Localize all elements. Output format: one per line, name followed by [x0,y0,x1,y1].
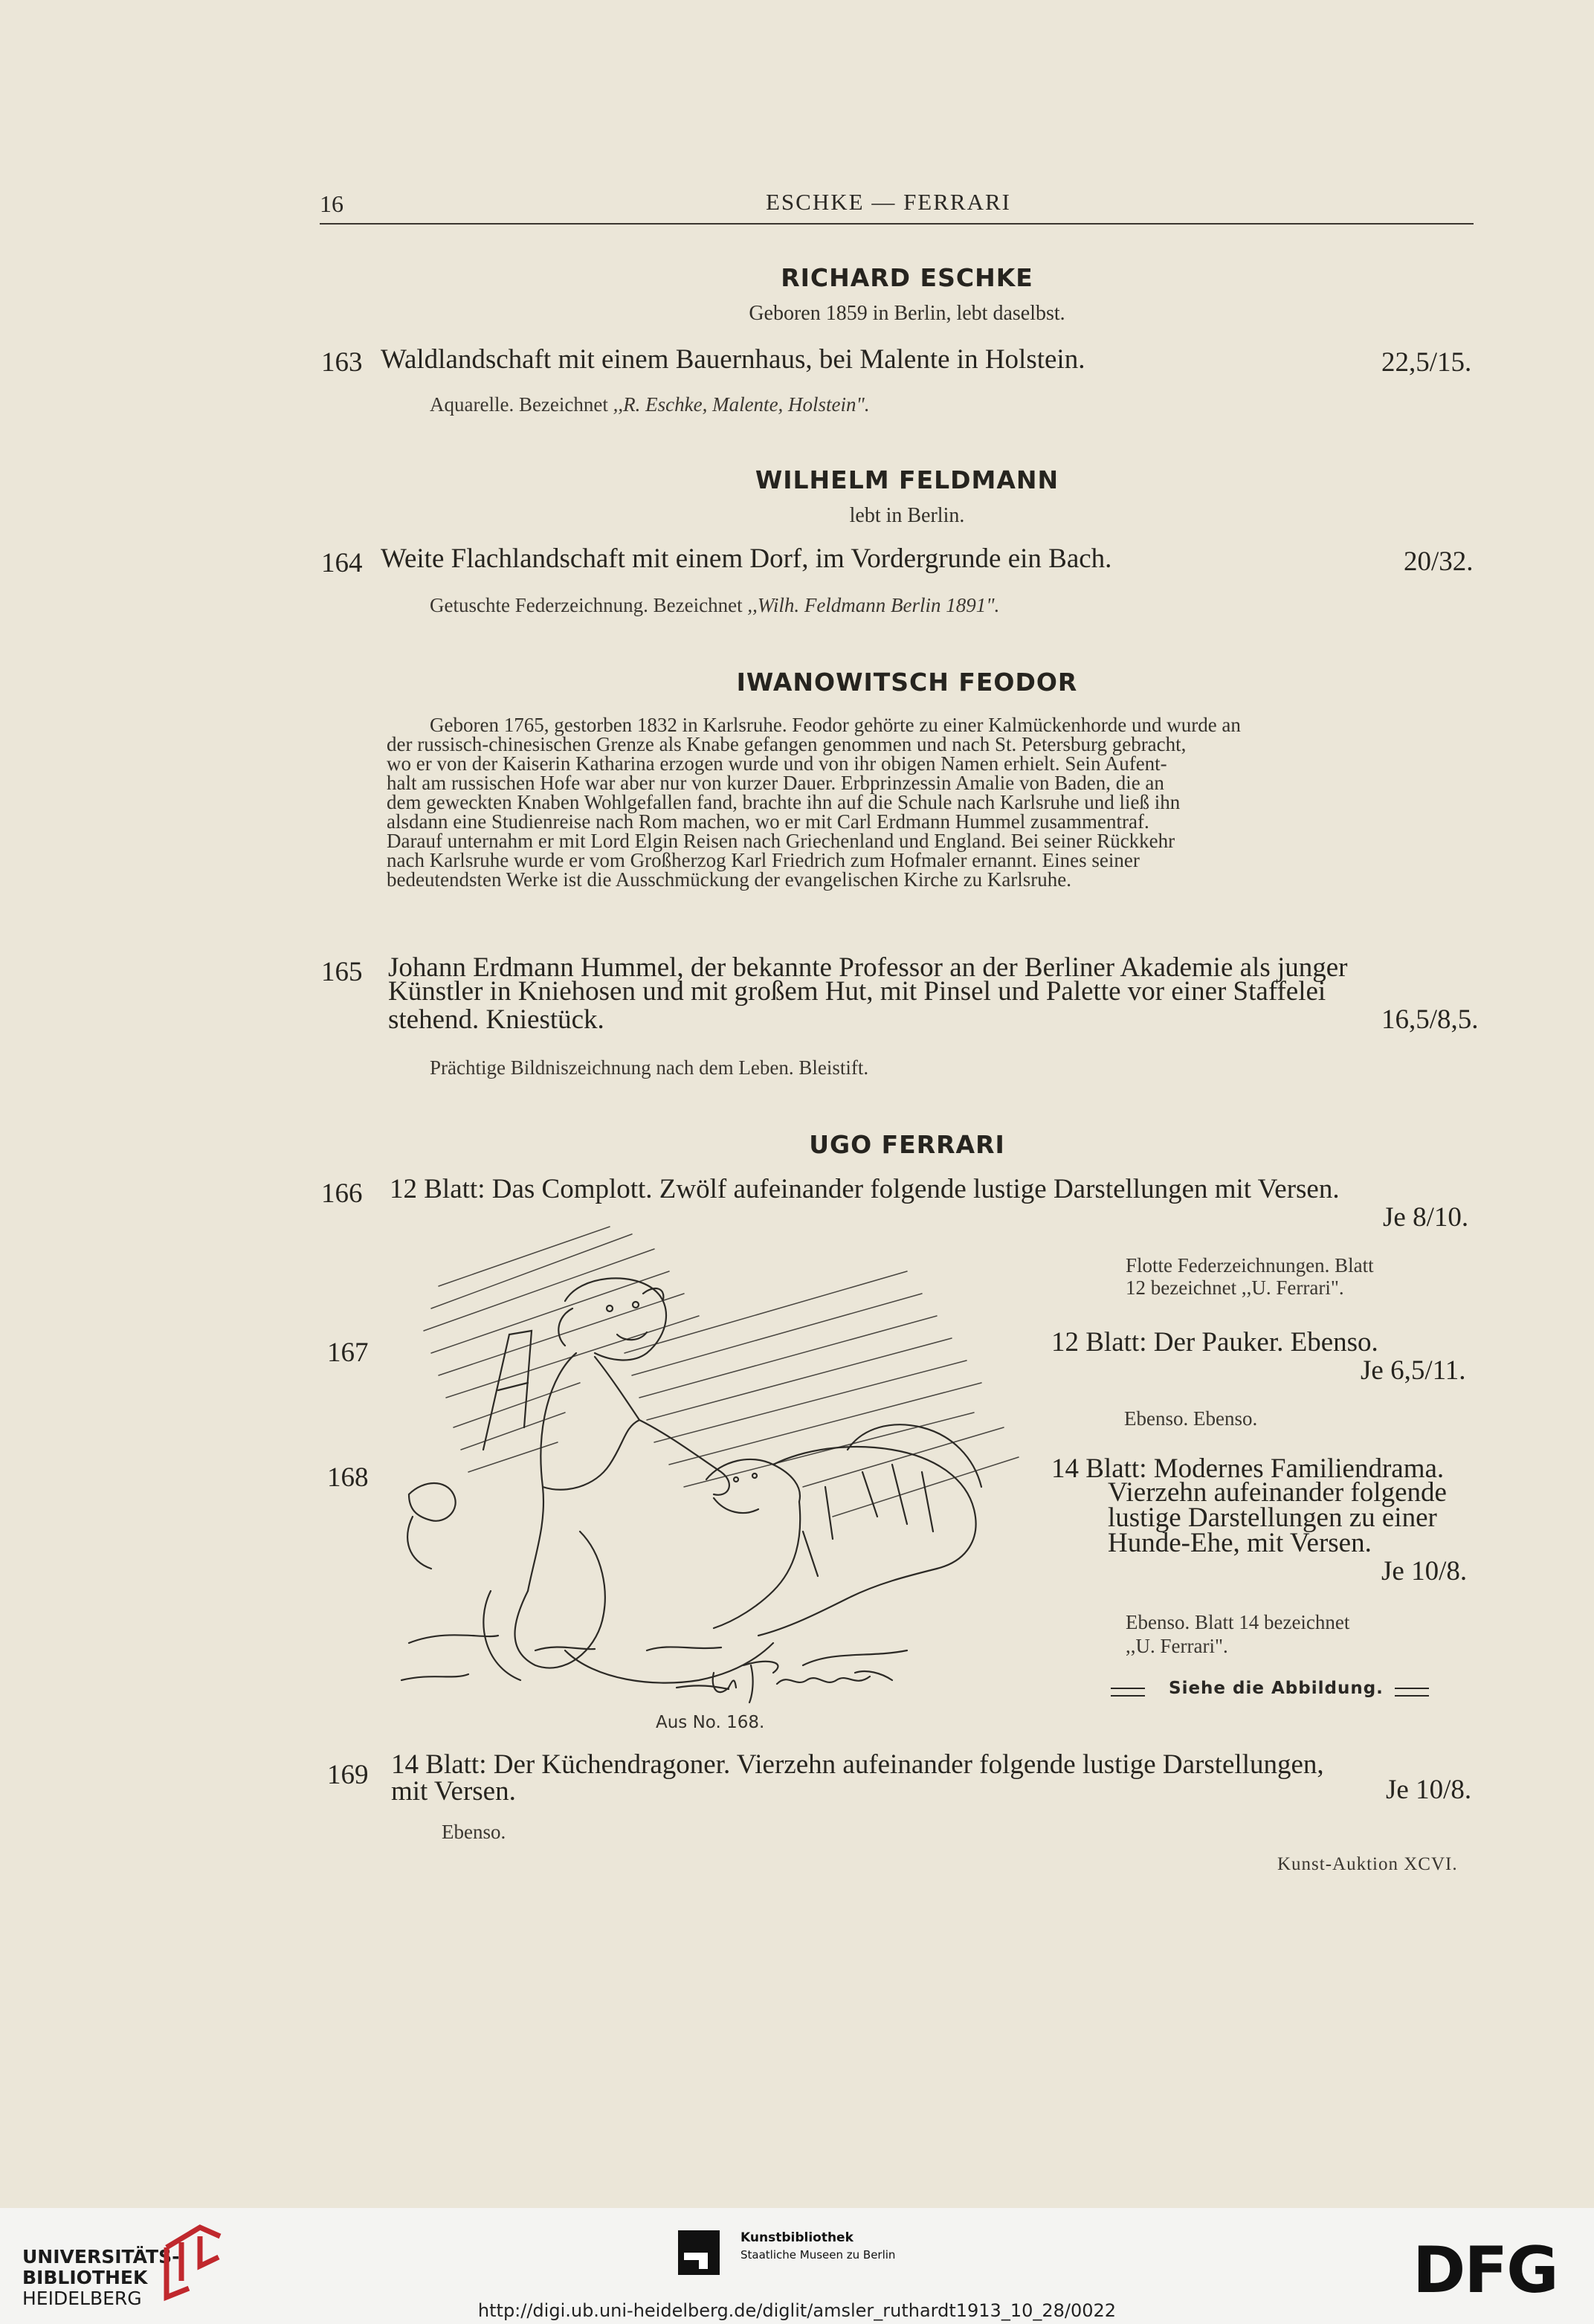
bio-line: Darauf unternahm er mit Lord Elgin Reisen nach Griechenland und England. Bei seiner Rückkehr [387,830,1175,852]
lot-note-text: Aquarelle. Bezeichnet [430,393,613,416]
see-figure-rule-right [1395,1688,1429,1697]
lot-title-165-line1: Johann Erdmann Hummel, der bekannte Professor an der Berliner Akademie als junger [388,952,1348,983]
hatching [424,1227,1019,1517]
permalink-url[interactable]: http://digi.ub.uni-heidelberg.de/diglit/amsler_ruthardt1913_10_28/0022 [477,2300,1117,2321]
dog-illustration [387,1204,1041,1710]
artist-heading-ferrari: UGO FERRARI [809,1130,1005,1159]
lot-title-163: Waldlandschaft mit einem Bauernhaus, bei Malente in Holstein. [381,344,1085,375]
catalogue-mark: Kunst-Auktion XCVI. [1277,1854,1458,1874]
lot-note-text: 12 bezeichnet ,,U. Ferrari". [1126,1276,1344,1299]
lot-title-167: 12 Blatt: Der Pauker. Ebenso. [1051,1327,1378,1358]
lot-note-165: Prächtige Bildniszeichnung nach dem Leben. Bleistift. [430,1056,869,1079]
lot-size-168: Je 10/8. [1381,1556,1468,1587]
lot-number-165: 165 [321,957,363,987]
artist-signature [669,1643,900,1710]
lot-size-163: 22,5/15. [1381,347,1472,378]
ub-logo-icon [159,2221,225,2303]
lot-size-167: Je 6,5/11. [1361,1355,1466,1386]
lot-title-169-line1: 14 Blatt: Der Küchendragoner. Vierzehn aufeinander folgende lustige Darstellungen, [391,1749,1324,1780]
kunstbibliothek-name: Kunstbibliothek [740,2230,854,2245]
ub-line2: BIBLIOTHEK [22,2267,148,2288]
lot-number-163: 163 [321,347,363,378]
lot-number-169: 169 [327,1760,369,1790]
lot-number-167: 167 [327,1337,369,1368]
bio-line: wo er von der Kaiserin Katharina erzogen wurde und von ihr obigen Namen erhielt. Sein Aufent- [387,752,1167,775]
bio-line: der russisch-chinesischen Grenze als Knabe gefangen genommen und nach St. Petersburg gebracht, [387,733,1187,755]
lot-size-169: Je 10/8. [1386,1775,1472,1805]
lot-title-169-line2: mit Versen. [391,1776,516,1807]
lot-title-168-line3: lustige Darstellungen zu einer [1108,1502,1437,1533]
artist-bio-eschke: Geboren 1859 in Berlin, lebt daselbst. [749,302,1065,325]
bio-line: bedeutendsten Werke ist die Ausschmückung der evangelischen Kirche zu Karlsruhe. [387,868,1072,891]
bio-line: dem geweckten Knaben Wohlgefallen fand, brachte ihn auf die Schule nach Karlsruhe und ließ ihn [387,791,1181,813]
ub-line1: UNIVERSITÄTS- [22,2246,180,2267]
bio-line: alsdann eine Studienreise nach Rom machen, wo er mit Carl Erdmann Hummel zusammentraf. [387,810,1149,833]
lot-title-166: 12 Blatt: Das Complott. Zwölf aufeinander folgende lustige Darstellungen mit Versen. [390,1174,1340,1204]
lot-number-166: 166 [321,1178,363,1209]
lot-note-167: Ebenso. Ebenso. [1124,1407,1258,1430]
ub-line3: HEIDELBERG [22,2288,142,2309]
signature-text: ,,Wilh. Feldmann Berlin 1891". [747,594,1000,616]
signature-text: ,,R. Eschke, Malente, Holstein". [613,393,870,416]
artist-heading-feldmann: WILHELM FELDMANN [755,465,1059,494]
lot-note-164 [430,593,999,617]
lot-number-164: 164 [321,548,363,578]
footer-bar [0,2208,1594,2324]
lot-title-168-line4: Hunde-Ehe, mit Versen. [1108,1528,1372,1558]
header-rule [320,223,1474,225]
lot-note-text: Getuschte Federzeichnung. Bezeichnet [430,594,748,616]
lot-note-168-line1: Ebenso. Blatt 14 bezeichnet [1126,1611,1350,1633]
lot-note-166-line1: Flotte Federzeichnungen. Blatt [1126,1254,1374,1276]
lot-note-169: Ebenso. [442,1821,506,1843]
lot-title-164: Weite Flachlandschaft mit einem Dorf, im Vordergrunde ein Bach. [381,543,1112,574]
bio-line: Geboren 1765, gestorben 1832 in Karlsruhe. Feodor gehörte zu einer Kalmückenhorde und wurde an [430,714,1241,736]
artist-heading-feodor: IWANOWITSCH FEODOR [736,668,1078,697]
lot-size-165: 16,5/8,5. [1381,1004,1479,1035]
artist-bio-feldmann: lebt in Berlin. [849,504,965,527]
lot-note-168-line2: ,,U. Ferrari". [1126,1635,1228,1657]
see-figure-label: Siehe die Abbildung. [1169,1679,1384,1698]
lot-title-168-line2: Vierzehn aufeinander folgende [1108,1477,1447,1508]
lot-title-168-line1: 14 Blatt: Modernes Familiendrama. [1051,1453,1445,1484]
running-title: ESCHKE — FERRARI [766,189,1011,215]
page-number: 16 [320,190,343,217]
lot-number-168: 168 [327,1462,369,1493]
kunstbibliothek-logo-icon [678,2230,720,2275]
lot-title-165-line3: stehend. Kniestück. [388,1004,604,1035]
lot-title-165-line2: Künstler in Kniehosen und mit großem Hut, mit Pinsel und Palette vor einer Staffelei [388,976,1326,1007]
dfg-logo: DFG [1413,2233,1558,2308]
lot-size-164: 20/32. [1404,546,1474,577]
see-figure-rule-left [1111,1688,1145,1697]
lot-size-166: Je 8/10. [1383,1202,1469,1233]
lot-note-163 [430,393,870,416]
bio-line: nach Karlsruhe wurde er vom Großherzog Karl Friedrich zum Hofmaler ernannt. Eines seiner [387,849,1140,871]
lot-note-166-line2 [1126,1276,1344,1300]
kunstbibliothek-subtitle: Staatliche Museen zu Berlin [740,2248,896,2262]
artist-bio-feodor [387,715,1487,889]
bio-line: halt am russischen Hofe war aber nur von kurzer Dauer. Erbprinzessin Amalie von Baden, die an [387,772,1164,794]
figure-caption: Aus No. 168. [656,1713,765,1732]
artist-heading-eschke: RICHARD ESCHKE [781,263,1033,292]
